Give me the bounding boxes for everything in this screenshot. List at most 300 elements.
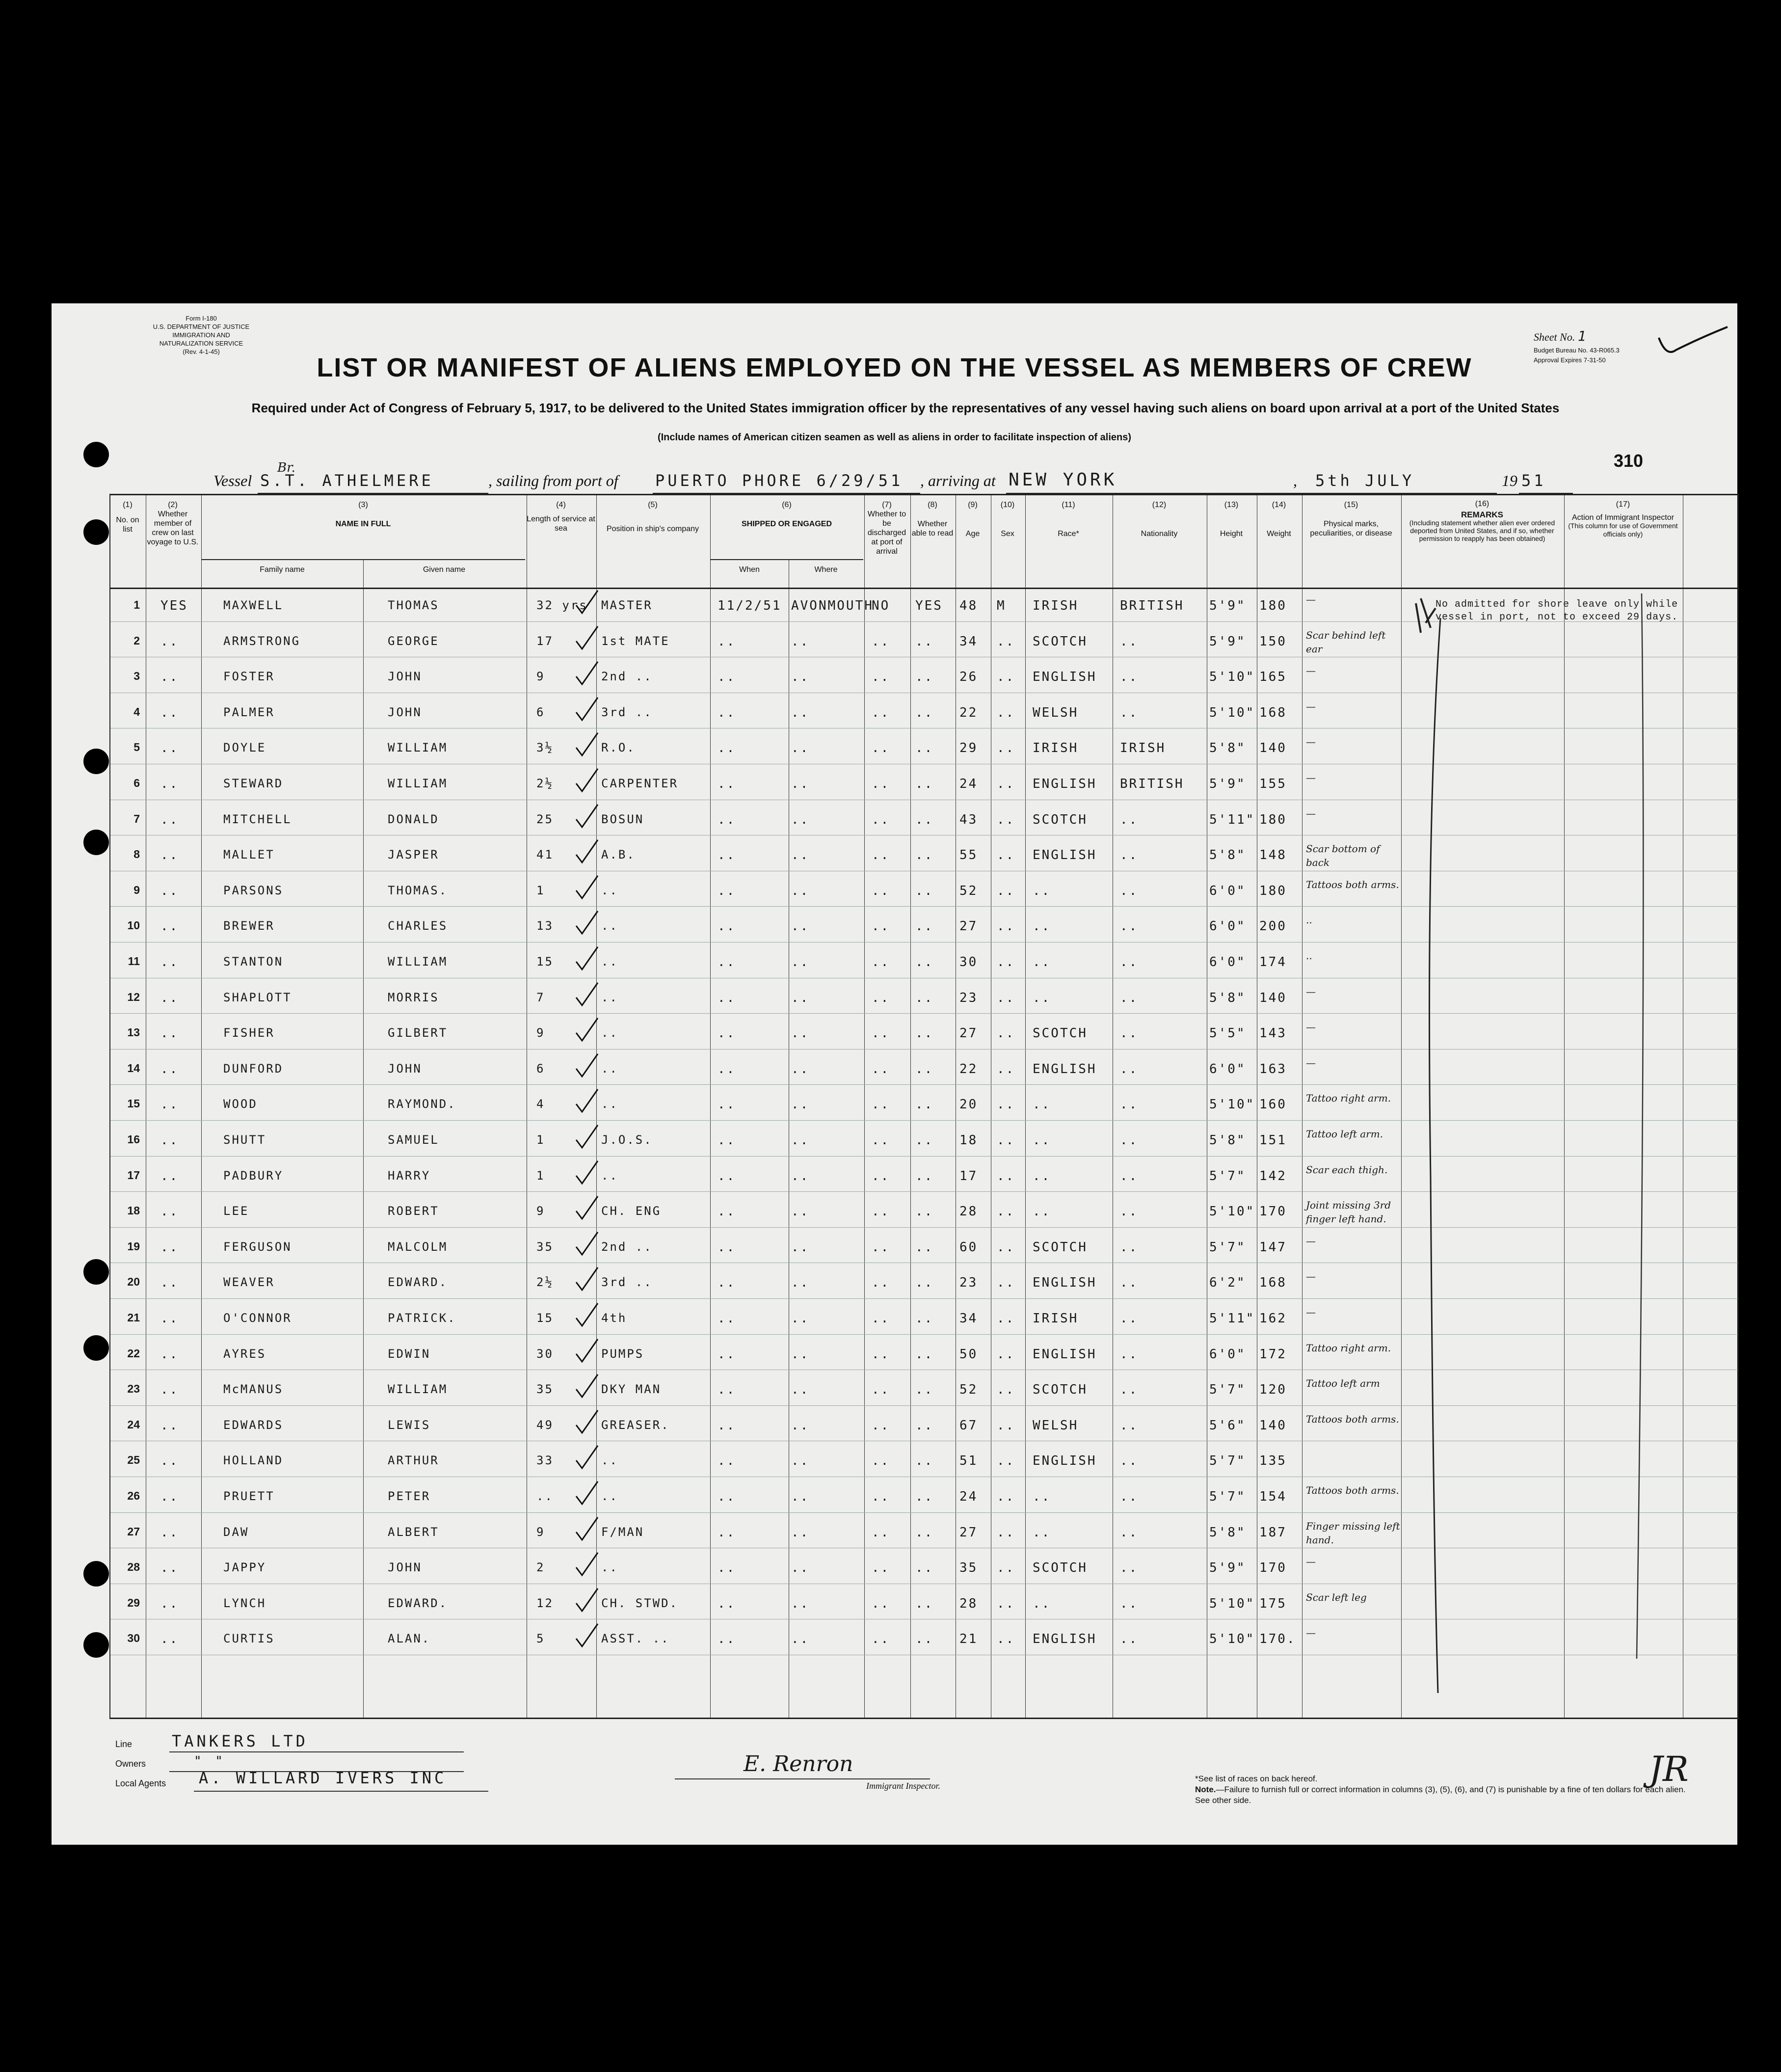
cell-disch: ..: [872, 1632, 890, 1647]
cell-marks: ..: [1306, 914, 1312, 926]
cell-marks: Tattoo left arm: [1306, 1377, 1380, 1390]
cell-given: ROBERT: [388, 1204, 439, 1218]
cell-nat: ..: [1120, 1561, 1139, 1576]
cell-read: ..: [915, 670, 934, 685]
cell-when: ..: [718, 1561, 736, 1576]
row-rule: [110, 1084, 1738, 1085]
cell-race: IRISH: [1033, 741, 1079, 756]
cell-sex: ..: [997, 955, 1015, 969]
cell-nat: ..: [1120, 1133, 1139, 1148]
owners-label: Owners: [115, 1759, 146, 1769]
cell-sex: ..: [997, 1596, 1015, 1611]
cell-sex: ..: [997, 848, 1015, 863]
cell-prev: ..: [160, 1061, 179, 1076]
binder-hole: [83, 1335, 109, 1361]
cell-when: ..: [718, 1239, 736, 1255]
check-mark-icon: [573, 838, 603, 867]
cell-svc: 6: [536, 1061, 545, 1076]
cell-family: PADBURY: [223, 1168, 284, 1183]
check-mark-icon: [1656, 323, 1730, 357]
cell-age: 23: [959, 1275, 978, 1291]
cell-where: ..: [791, 883, 810, 898]
cell-sex: ..: [997, 1418, 1015, 1433]
cell-no: 8: [133, 848, 140, 861]
cell-no: 25: [127, 1453, 140, 1467]
cell-svc: 1: [536, 1168, 545, 1183]
cell-nat: ..: [1120, 1311, 1139, 1326]
cell-marks: Tattoo right arm.: [1306, 1342, 1391, 1354]
header-bottom-line: [110, 588, 1738, 589]
check-mark-icon: [573, 1551, 603, 1580]
cell-ht: 5'5": [1209, 1026, 1246, 1041]
cell-sex: ..: [997, 1632, 1015, 1647]
cell-prev: ..: [160, 883, 179, 898]
cell-sex: ..: [997, 1489, 1015, 1504]
col-5-header: (5) Position in ship's company: [606, 501, 699, 533]
cell-marks: Scar each thigh.: [1306, 1163, 1388, 1176]
cell-nat: ..: [1120, 705, 1139, 720]
cell-read: ..: [915, 848, 934, 863]
cell-nat: BRITISH: [1120, 777, 1184, 791]
cell-age: 50: [959, 1346, 978, 1362]
cell-given: CHARLES: [388, 919, 448, 933]
cell-where: ..: [791, 1346, 810, 1362]
cell-where: ..: [791, 1133, 810, 1148]
cell-when: ..: [718, 919, 736, 934]
cell-svc: 17: [536, 634, 554, 648]
cell-svc: 13: [536, 919, 554, 933]
cell-disch: ..: [872, 1311, 890, 1326]
cell-no: 12: [127, 990, 140, 1003]
binder-hole: [83, 1561, 109, 1587]
row-rule: [110, 906, 1738, 907]
cell-when: ..: [718, 883, 736, 898]
cell-prev: ..: [160, 777, 179, 791]
cell-wt: 165: [1259, 670, 1287, 685]
cell-sex: ..: [997, 1525, 1015, 1540]
cell-disch: ..: [872, 919, 890, 934]
row-rule: [110, 1227, 1738, 1228]
cell-read: ..: [915, 1097, 934, 1112]
cell-pos: CH. STWD.: [601, 1596, 679, 1610]
cell-wt: 154: [1259, 1489, 1287, 1504]
column-divider: [201, 495, 202, 1718]
cell-no: 15: [127, 1097, 140, 1110]
col-13-header: (13) Height: [1220, 501, 1243, 538]
cell-wt: 148: [1259, 848, 1287, 863]
cell-where: ..: [791, 1561, 810, 1576]
cell-prev: ..: [160, 1382, 179, 1398]
arriving-port: NEW YORK: [1009, 470, 1117, 490]
cell-age: 22: [959, 705, 978, 720]
col-2-header: (2) Whether member of crew on last voyage to U.S.: [147, 501, 199, 546]
row-rule: [110, 1405, 1738, 1406]
cell-pos: ..: [601, 955, 618, 969]
cell-prev: ..: [160, 1489, 179, 1504]
initials: JR: [1649, 1749, 1689, 1789]
cell-where: ..: [791, 777, 810, 791]
cell-age: 34: [959, 1311, 978, 1326]
cell-when: ..: [718, 1097, 736, 1112]
cell-given: JOHN: [388, 670, 422, 684]
agents-label: Local Agents: [115, 1778, 166, 1788]
cell-nat: IRISH: [1120, 741, 1166, 756]
cell-svc: 32 yrs: [536, 598, 588, 612]
cell-race: ..: [1033, 1097, 1051, 1112]
line-value: TANKERS LTD: [172, 1732, 308, 1750]
cell-no: 24: [127, 1418, 140, 1431]
cell-nat: ..: [1120, 812, 1139, 827]
cell-where: ..: [791, 1168, 810, 1184]
requirement-text: Required under Act of Congress of February 5, 1917, to be delivered to the United States immigration officer by the representatives of any vessel having such aliens on board upon arrival at a port of the United States: [251, 401, 1560, 415]
cell-disch: ..: [872, 1061, 890, 1076]
cell-sex: ..: [997, 1239, 1015, 1255]
year-label: 19: [1502, 472, 1517, 489]
cell-given: EDWARD.: [388, 1596, 448, 1610]
cell-no: 17: [127, 1168, 140, 1182]
stamp-number: 310: [1614, 451, 1644, 471]
cell-ht: 5'7": [1209, 1453, 1246, 1469]
check-mark-icon: [573, 1230, 603, 1260]
cell-pos: ..: [601, 1489, 618, 1503]
cell-given: EDWARD.: [388, 1275, 448, 1290]
cell-race: ..: [1033, 1596, 1051, 1611]
cell-no: 27: [127, 1525, 140, 1538]
cell-race: ENGLISH: [1033, 1275, 1097, 1291]
cell-when: 11/2/51: [718, 598, 782, 613]
cell-family: McMANUS: [223, 1382, 284, 1397]
cell-marks: Tattoo left arm.: [1306, 1128, 1383, 1140]
cell-wt: 135: [1259, 1453, 1287, 1469]
cell-race: SCOTCH: [1033, 1561, 1088, 1576]
cell-ht: 6'0": [1209, 955, 1246, 969]
cell-ht: 5'7": [1209, 1489, 1246, 1504]
cell-where: ..: [791, 1632, 810, 1647]
cell-when: ..: [718, 1061, 736, 1076]
cell-race: ..: [1033, 883, 1051, 898]
cell-svc: 5: [536, 1632, 545, 1646]
cell-ht: 6'0": [1209, 1346, 1246, 1362]
cell-wt: 140: [1259, 741, 1287, 756]
cell-disch: ..: [872, 1346, 890, 1362]
budget-bureau: Budget Bureau No. 43-R065.3: [1534, 347, 1620, 354]
cell-family: CURTIS: [223, 1632, 275, 1646]
col-17-header: (17) Action of Immigrant Inspector (This column for use of Government officials only): [1568, 500, 1678, 538]
vessel-label: Vessel: [213, 472, 252, 489]
cell-nat: ..: [1120, 1168, 1139, 1184]
check-mark-icon: [573, 981, 603, 1010]
cell-disch: ..: [872, 670, 890, 685]
cell-marks: —: [1306, 1021, 1316, 1033]
cell-svc: 15: [536, 1311, 554, 1325]
arriving-label: , arriving at: [920, 472, 996, 489]
cell-pos: PUMPS: [601, 1346, 644, 1361]
cell-wt: 170: [1259, 1204, 1287, 1219]
cell-marks: Tattoos both arms.: [1306, 1484, 1399, 1496]
cell-age: 23: [959, 990, 978, 1005]
cell-family: FERGUSON: [223, 1239, 292, 1254]
cell-given: HARRY: [388, 1168, 431, 1183]
cell-prev: ..: [160, 1168, 179, 1184]
cell-wt: 155: [1259, 777, 1287, 791]
cell-family: MALLET: [223, 848, 275, 862]
cell-sex: ..: [997, 1168, 1015, 1184]
col-8-header: (8) Whether able to read: [911, 501, 954, 538]
cell-read: ..: [915, 741, 934, 756]
cell-sex: ..: [997, 812, 1015, 827]
column-divider: [864, 495, 865, 1718]
cell-read: ..: [915, 1275, 934, 1291]
cell-pos: MASTER: [601, 598, 653, 612]
cell-where: ..: [791, 990, 810, 1005]
cell-age: 22: [959, 1061, 978, 1076]
cell-svc: ..: [536, 1489, 554, 1503]
cell-ht: 5'8": [1209, 990, 1246, 1005]
cell-svc: 9: [536, 1204, 545, 1218]
cell-marks: —: [1306, 807, 1316, 819]
cell-sex: ..: [997, 919, 1015, 934]
cell-read: YES: [915, 598, 943, 613]
check-mark-icon: [573, 909, 603, 939]
check-mark-icon: [573, 624, 603, 654]
cell-no: 30: [127, 1632, 140, 1645]
cell-marks: —: [1306, 1627, 1316, 1639]
cell-age: 24: [959, 1489, 978, 1504]
cell-no: 22: [127, 1346, 140, 1360]
check-mark-icon: [573, 1194, 603, 1224]
cell-ht: 5'9": [1209, 777, 1246, 791]
cell-no: 28: [127, 1561, 140, 1574]
cell-given: WILLIAM: [388, 955, 448, 969]
cell-wt: 180: [1259, 883, 1287, 898]
cell-family: ARMSTRONG: [223, 634, 301, 648]
cell-family: PARSONS: [223, 883, 284, 897]
cell-when: ..: [718, 1382, 736, 1398]
cell-wt: 180: [1259, 598, 1287, 613]
cell-prev: ..: [160, 1453, 179, 1469]
cell-race: IRISH: [1033, 1311, 1079, 1326]
cell-disch: ..: [872, 1275, 890, 1291]
cell-family: MITCHELL: [223, 812, 292, 826]
cell-no: 5: [133, 741, 140, 754]
col-4-header: (4) Length of service at sea: [527, 501, 595, 533]
cell-sex: ..: [997, 990, 1015, 1005]
cell-when: ..: [718, 848, 736, 863]
check-mark-icon: [573, 1123, 603, 1153]
sheet-number-label: Sheet No.: [1534, 331, 1575, 343]
cell-disch: ..: [872, 1026, 890, 1041]
cell-pos: ..: [601, 919, 618, 933]
cell-sex: ..: [997, 1346, 1015, 1362]
cell-no: 6: [133, 777, 140, 789]
cell-disch: ..: [872, 1453, 890, 1469]
cell-prev: ..: [160, 990, 179, 1005]
cell-read: ..: [915, 777, 934, 791]
cell-race: SCOTCH: [1033, 1239, 1088, 1255]
cell-wt: 163: [1259, 1061, 1287, 1076]
cell-pos: 1st MATE: [601, 634, 670, 648]
col-10-header: (10) Sex: [1000, 501, 1015, 538]
cell-nat: ..: [1120, 919, 1139, 934]
cell-where: ..: [791, 1275, 810, 1291]
cell-svc: 35: [536, 1239, 554, 1254]
cell-no: 11: [128, 955, 140, 968]
binder-hole: [83, 749, 109, 774]
cell-given: JOHN: [388, 1061, 422, 1076]
cell-family: WEAVER: [223, 1275, 275, 1290]
check-mark-icon: [573, 1159, 603, 1188]
agents-value: A. WILLARD IVERS INC: [199, 1769, 447, 1787]
cell-read: ..: [915, 919, 934, 934]
cell-sex: ..: [997, 1311, 1015, 1326]
cell-age: 52: [959, 883, 978, 898]
cell-age: 35: [959, 1561, 978, 1576]
cell-read: ..: [915, 990, 934, 1005]
cell-wt: 170: [1259, 1561, 1287, 1576]
check-mark-icon: [573, 767, 603, 796]
cell-race: ..: [1033, 1525, 1051, 1540]
col-11-header: (11) Race*: [1058, 501, 1079, 538]
cell-sex: ..: [997, 1026, 1015, 1041]
cell-prev: ..: [160, 1026, 179, 1041]
cell-svc: 4: [536, 1097, 545, 1111]
cell-no: 26: [127, 1489, 140, 1502]
column-divider: [1025, 495, 1026, 1718]
cell-family: PRUETT: [223, 1489, 275, 1503]
col-12-header: (12) Nationality: [1141, 501, 1178, 538]
sheet-number-value: 1: [1577, 328, 1589, 344]
cell-given: ARTHUR: [388, 1453, 439, 1468]
cell-no: 16: [127, 1133, 140, 1146]
department: U.S. DEPARTMENT OF JUSTICE: [153, 323, 250, 330]
cell-disch: ..: [872, 705, 890, 720]
cell-family: HOLLAND: [223, 1453, 284, 1468]
cell-wt: 140: [1259, 990, 1287, 1005]
remarks-entry: No admitted for shore leave only while vessel in port, not to exceed 29 days.: [1435, 599, 1678, 623]
cell-nat: ..: [1120, 1239, 1139, 1255]
cell-age: 27: [959, 1525, 978, 1540]
cell-sex: ..: [997, 1133, 1015, 1148]
col-1-header: (1) No. on list: [116, 501, 139, 534]
cell-ht: 5'9": [1209, 634, 1246, 649]
cell-when: ..: [718, 1204, 736, 1219]
cell-ht: 5'10": [1209, 1097, 1255, 1112]
cell-when: ..: [718, 990, 736, 1005]
cell-sex: ..: [997, 705, 1015, 720]
cell-given: EDWIN: [388, 1346, 431, 1361]
cell-sex: M: [997, 598, 1006, 613]
cell-svc: 15: [536, 955, 554, 969]
cell-family: STANTON: [223, 955, 284, 969]
form-number: Form I-180: [186, 315, 217, 322]
cell-ht: 5'7": [1209, 1239, 1246, 1255]
cell-ht: 5'8": [1209, 741, 1246, 756]
cell-wt: 168: [1259, 705, 1287, 720]
cell-read: ..: [915, 1133, 934, 1148]
cell-sex: ..: [997, 1061, 1015, 1076]
cell-nat: ..: [1120, 1275, 1139, 1291]
check-mark-icon: [573, 803, 603, 832]
form-identification: [145, 314, 258, 356]
cell-when: ..: [718, 1311, 736, 1326]
cell-when: ..: [718, 1026, 736, 1041]
cell-svc: 41: [536, 848, 554, 862]
cell-age: 26: [959, 670, 978, 685]
cell-wt: 200: [1259, 919, 1287, 934]
cell-wt: 142: [1259, 1168, 1287, 1184]
col-3-header: (3) NAME IN FULL: [335, 501, 391, 528]
cell-disch: ..: [872, 1239, 890, 1255]
cell-when: ..: [718, 1525, 736, 1540]
cell-given: ALBERT: [388, 1525, 439, 1539]
col-7-header: (7) Whether to be discharged at port of arrival: [867, 501, 906, 556]
cell-marks: —: [1306, 1235, 1316, 1247]
cell-sex: ..: [997, 1561, 1015, 1576]
vessel-name: S.T. ATHELMERE: [260, 471, 434, 490]
cell-svc: 3½: [536, 741, 554, 755]
cell-given: JOHN: [388, 1561, 422, 1575]
cell-no: 2: [133, 634, 140, 647]
cell-prev: ..: [160, 1239, 179, 1255]
cell-when: ..: [718, 812, 736, 827]
cell-given: ALAN.: [388, 1632, 431, 1646]
cell-ht: 5'6": [1209, 1418, 1246, 1433]
cell-pos: ..: [601, 1168, 618, 1183]
cell-pos: ..: [601, 1453, 618, 1468]
note-lead: Note.: [1195, 1785, 1216, 1794]
cell-prev: YES: [160, 598, 188, 613]
cell-where: ..: [791, 1453, 810, 1469]
cell-marks: Finger missing left hand.: [1306, 1520, 1400, 1546]
cell-svc: 49: [536, 1418, 554, 1432]
cell-prev: ..: [160, 1275, 179, 1291]
cell-pos: 3rd ..: [601, 705, 653, 719]
inspector-signature: E. Renron: [744, 1751, 853, 1776]
cell-pos: ..: [601, 1061, 618, 1076]
cell-wt: 150: [1259, 634, 1287, 649]
cell-family: STEWARD: [223, 777, 284, 790]
cell-race: ..: [1033, 955, 1051, 969]
cell-prev: ..: [160, 1632, 179, 1647]
cell-pos: ..: [601, 883, 618, 897]
cell-marks: —: [1306, 736, 1316, 748]
cell-where: ..: [791, 1239, 810, 1255]
cell-nat: ..: [1120, 634, 1139, 649]
cell-ht: 5'10": [1209, 670, 1255, 685]
cell-no: 9: [133, 883, 140, 896]
cell-wt: 140: [1259, 1418, 1287, 1433]
check-mark-icon: [573, 1622, 603, 1651]
cell-prev: ..: [160, 741, 179, 756]
cell-age: 67: [959, 1418, 978, 1433]
cell-pos: CH. ENG: [601, 1204, 662, 1218]
column-divider: [363, 559, 364, 1718]
cell-where: ..: [791, 1311, 810, 1326]
cell-disch: ..: [872, 812, 890, 827]
cell-wt: 147: [1259, 1239, 1287, 1255]
col-16-header: (16) REMARKS (Including statement whether alien ever ordered deported from United States, and if so, whether permission to reapply has been obtained): [1409, 500, 1555, 542]
cell-given: JASPER: [388, 848, 439, 862]
cell-marks: —: [1306, 665, 1316, 677]
cell-ht: 5'8": [1209, 848, 1246, 863]
cell-family: AYRES: [223, 1346, 266, 1361]
check-mark-icon: [573, 1444, 603, 1473]
cell-pos: A.B.: [601, 848, 636, 862]
cell-where: ..: [791, 1596, 810, 1611]
cell-prev: ..: [160, 705, 179, 720]
cell-read: ..: [915, 1061, 934, 1076]
cell-svc: 2½: [536, 777, 554, 790]
